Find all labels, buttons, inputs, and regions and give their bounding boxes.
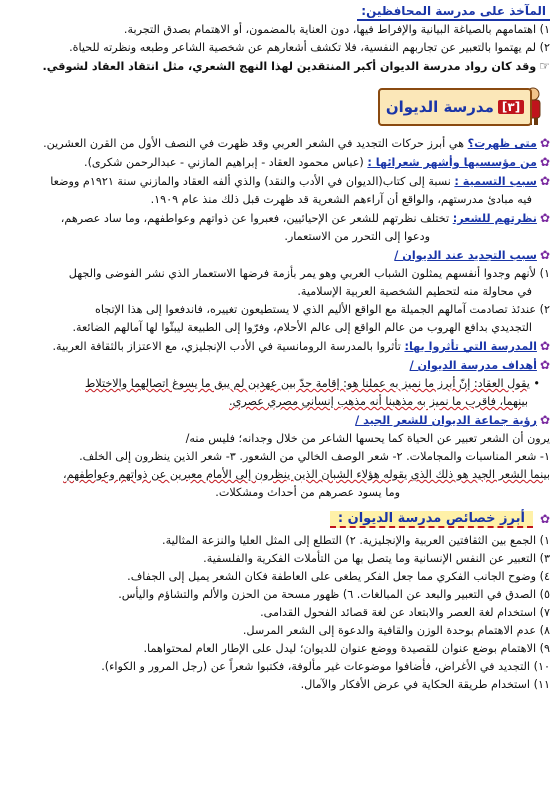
banner-number: [٣]	[498, 100, 524, 114]
section-banner	[6, 84, 550, 130]
pointing-hand-icon: ☞	[539, 59, 550, 73]
feature-item: ٧) استخدام لغة العصر والابتعاد عن لغة قصائد الفحول القدامى.	[260, 606, 550, 619]
features-heading	[6, 506, 550, 532]
q5-paragraph-2b: التجديدي بدافع الهروب من عالم الواقع إلى عالم الأحلام، وفرّوا إلى الطبيعة ليبثّوا لها آمالهم الضائعة.	[72, 321, 532, 334]
feature-item: ٨) عدم الاهتمام بوحدة الوزن والقافية والدعوة إلى الشعر المرسل.	[242, 624, 550, 637]
feature-item: ١) الجمع بين الثقافتين العربية والإنجليزية. ٢) التطلع إلى المثل العليا والنزعة المثالية.	[162, 534, 550, 547]
q3-line-2: فيه مبادئ مدرستهم، والواقع أن آراءهم الشعرية قد ظهرت قبل ذلك منذ عام ١٩٠٩.	[150, 193, 532, 206]
q1-line: ✿متى ظهرت؟ هي أبرز حركات التجديد في الشعر العربي وقد ظهرت في النصف الأول من القرن العشرين.	[43, 136, 550, 150]
q8-paragraph-1: يرون أن الشعر تعبير عن الحياة كما يحسها الشاعر من خلال وجدانه؛ فليس منه/	[185, 432, 550, 445]
feature-item: ٥) الصدق في التعبير والبعد عن المبالغات. ٦) ظهور مسحة من الحزن والألم والتشاؤم واليأس.	[118, 588, 550, 601]
feature-item: ٣) التعبير عن النفس الإنسانية وما يتصل بها من التأملات الفكرية والفلسفية.	[203, 552, 550, 565]
top-paragraph-1: ١) اهتمامهم بالصياغة البيانية والإفراط فيها، دون العناية بالمضمون، أو الاهتمام بصدق التجربة.	[123, 23, 550, 36]
flower-icon: ✿	[539, 155, 550, 169]
top-caption	[6, 0, 550, 21]
q4-line-2: ودعوا إلى التحرر من الاستعمار.	[284, 230, 430, 243]
flower-icon: ✿	[539, 174, 550, 188]
flower-icon: ✿	[539, 211, 550, 225]
q8-heading: ✿رؤية جماعة الديوان للشعر الجيد /	[355, 413, 550, 427]
q8-paragraph-3: بينما الشعر الجيد هو ذلك الذي يقوله هؤلاء الشبان الذين ينظرون إلى الأمام معبرين عن ذواتهم وعواطفهم،	[63, 468, 550, 481]
flower-icon: ✿	[539, 512, 550, 526]
feature-item: ٩) الاهتمام بوضع عنوان للقصيدة ووضع عنوان للديوان؛ ليدل على الإطار العام لمحتواهما.	[143, 642, 550, 655]
q6-line: ✿المدرسة التي تأثروا بها: تأثروا بالمدرسة الرومانسية في الأدب الإنجليزي، مع الاعتزاز بالثقافة العربية.	[52, 339, 550, 353]
q7-paragraph-1b: بينهما، فاقرب ما نميز به مذهبنا أنه مذهب إنساني مصري عصري.	[229, 395, 528, 408]
flower-icon: ✿	[539, 248, 550, 262]
feature-item: ٤) وضوح الجانب الفكري مما جعل الفكر يطغى على العاطفة فكان الشعر يميل إلى الجفاف.	[127, 570, 550, 583]
q4-line: ✿نظرتهم للشعر: تختلف نظرتهم للشعر عن الإحيائيين، فعبروا عن ذواتهم وعواطفهم، وما ساد عصرهم،	[60, 211, 550, 225]
q8-paragraph-2: ١- شعر المناسبات والمجاملات. ٢- شعر الوصف الخالي من الشعور. ٣- شعر الذين ينظرون إلى الخلف.	[79, 450, 550, 463]
flower-icon: ✿	[539, 339, 550, 353]
q7-heading: ✿أهداف مدرسة الديوان /	[409, 358, 550, 372]
q2-line: ✿من مؤسسيها وأشهر شعرائها : (عباس محمود العقاد - إبراهيم المازني - عبدالرحمن شكرى).	[84, 155, 550, 169]
q5-heading: ✿سبب التجديد عند الديوان /	[394, 248, 550, 262]
flower-icon: ✿	[539, 358, 550, 372]
flower-icon: ✿	[539, 136, 550, 150]
q5-paragraph-1: ١) لأنهم وجدوا أنفسهم يمثلون الشباب العربي وهو يمر بأزمة فرضها الاستعمار الذي نشر الفوضى والجهل	[68, 267, 550, 280]
top-paragraph-3: ☞وقد كان رواد مدرسة الديوان أكبر المنتقدين لهذا النهج الشعري، مثل انتقاد العقاد لشوقي.	[42, 59, 550, 73]
section-caption: المآخذ على مدرسة المحافظين:	[357, 3, 550, 21]
q3-line: ✿سبب التسمية : نسبة إلى كتاب(الديوان في الأدب والنقد) والذي ألفه العقاد والمازني سنة ١٩٢١م ووضعا	[50, 174, 550, 188]
q8-paragraph-4: وما يسود عصرهم من أحداث ومشكلات.	[215, 486, 400, 499]
banner-box	[378, 88, 532, 126]
features-title: أبرز خصائص مدرسة الديوان :	[330, 511, 533, 528]
q5-paragraph-1b: في محاولة منه لتحطيم الشخصية العربية الإسلامية.	[297, 285, 532, 298]
flower-icon: ✿	[539, 413, 550, 427]
bullet-icon: •	[529, 377, 540, 390]
top-paragraph-2: ٢) لم يهتموا بالتعبير عن تجاربهم النفسية، فلا تكشف أشعارهم عن شخصية الشاعر وطبعه ونظرته للحياة.	[69, 41, 550, 54]
feature-item: ١٠) التجديد في الأغراض، فأضافوا موضوعات غير مألوفة، فكتبوا شعراً عن (رجل المرور و الكواء).	[101, 660, 550, 673]
feature-item: ١١) استخدام طريقة الحكاية في عرض الأفكار والآمال.	[300, 678, 550, 691]
q7-paragraph-1: • يقول العقاد: إنّ أبرز ما نميز به عملنا هو: إقامة حدّ بين عهدين لم يبق ما يسوغ اتصالهما والاختلاط	[84, 377, 540, 390]
q5-paragraph-2: ٢) عندئذ تصادمت آمالهم الجميلة مع الواقع الأليم الذي لا يستطيعون تغييره، فاندفعوا إلى هذا الإتجاه	[94, 303, 550, 316]
banner-title: مدرسة الديوان	[385, 98, 494, 116]
